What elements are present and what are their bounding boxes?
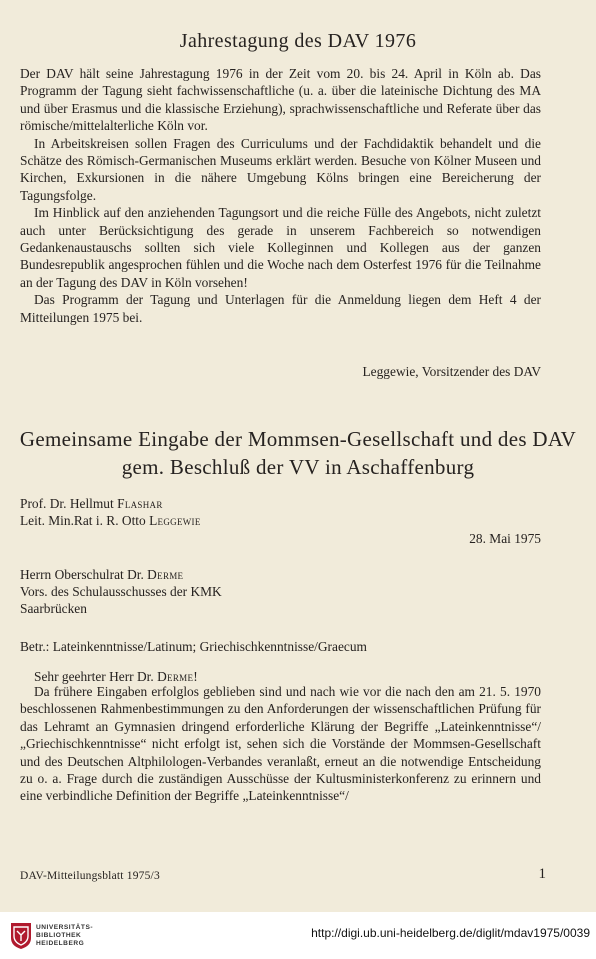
library-name xyxy=(36,924,93,948)
sender-title: Prof. Dr. Hellmut xyxy=(20,496,118,511)
library-name-line: UNIVERSITÄTS- xyxy=(36,924,94,931)
sender-line xyxy=(20,495,163,512)
paragraph: Der DAV hält seine Jahrestagung 1976 in der Zeit vom 20. bis 24. April in Köln ab. Das Programm der Tagung sieht fachwissenschaftliche (u. a. über die lateinische Dichtung des MA und über Erasmus und die klassische Erziehung), sprachwissenschaftliche und Referate über das römische/mittelalterliche Köln vor. xyxy=(20,66,541,134)
page-number: 1 xyxy=(538,866,546,882)
article-title-jahrestagung: Jahrestagung des DAV 1976 xyxy=(179,30,417,52)
paragraph: Das Programm der Tagung und Unterlagen für die Anmeldung liegen dem Heft 4 der Mitteilungen 1975 bei. xyxy=(20,292,541,325)
article-body-jahrestagung xyxy=(20,65,541,326)
article-body-eingabe xyxy=(20,683,541,805)
article-title-eingabe xyxy=(0,425,596,481)
sender-line xyxy=(20,512,201,529)
recipient-title: Herrn Oberschulrat Dr. xyxy=(20,567,148,582)
paragraph: Im Hinblick auf den anziehenden Tagungsort und die reiche Fülle des Angebots, nicht zuletzt auch unter Berücksichtigung des gerade in unserem Fachbereich so notwendigen Gedankenaustauschs sollten sich viele Kolleginnen und Kollegen aus der ganzen Bundesrepublik angesprochen fühlen und die Woche nach dem Osterfest 1976 für die Teilnahme an der Tagung des DAV in Köln vorsehen! xyxy=(20,205,541,290)
recipient-line xyxy=(20,566,183,583)
digitization-url[interactable]: http://digi.ub.uni-heidelberg.de/diglit/mdav1975/0039 xyxy=(311,926,590,940)
salutation-name: Derme xyxy=(157,669,194,684)
letter-date: 28. Mai 1975 xyxy=(469,531,541,546)
sender-title: Leit. Min.Rat i. R. Otto xyxy=(20,513,150,528)
recipient-line: Vors. des Schulausschusses der KMK xyxy=(20,584,222,599)
sender-name: Leggewie xyxy=(149,513,201,528)
salutation-text: Sehr geehrter Herr Dr. xyxy=(34,669,158,684)
subject-line: Betr.: Lateinkenntnisse/Latinum; Griechischkenntnisse/Graecum xyxy=(20,639,367,654)
recipient-name: Derme xyxy=(147,567,184,582)
library-name-line: BIBLIOTHEK xyxy=(36,932,82,939)
sender-name: Flashar xyxy=(117,496,163,511)
title-line: gem. Beschluß der VV in Aschaffenburg xyxy=(121,455,475,479)
paragraph: Da frühere Eingaben erfolglos geblieben sind und nach wie vor die nach den am 21. 5. 1970 beschlossenen Rahmenbestimmungen zu den Anforderungen der wissenschaftlichen Prüfung für das Lehramt an Gymnasien dringend erforderliche Klärung der Begriffe „Lateinkenntnisse“/„Griechischkenntnisse“ nicht erfolgt ist, sehen sich die Vorstände der Mommsen-Gesellschaft und des Deutschen Altphilologen-Verbandes veranlaßt, erneut an die notwendige Entscheidung zu o. a. Frage durch die zuständigen Ausschüsse der Kultusministerkonferenz zu erinnern und eine verbindliche Definition der Begriffe „Lateinkenntnisse“/ xyxy=(20,684,541,804)
university-seal-icon xyxy=(10,922,32,950)
recipient-line: Saarbrücken xyxy=(20,601,87,616)
salutation-punct: ! xyxy=(193,669,198,684)
journal-footer: DAV-Mitteilungsblatt 1975/3 xyxy=(20,870,160,882)
signature: Leggewie, Vorsitzender des DAV xyxy=(362,364,541,379)
library-name-line: HEIDELBERG xyxy=(36,940,85,947)
title-line: Gemeinsame Eingabe der Mommsen-Gesellschaft und des DAV xyxy=(19,427,577,451)
paragraph: In Arbeitskreisen sollen Fragen des Curriculums und der Fachdidaktik behandelt und die Schätze des Römisch-Germanischen Museums erklärt werden. Besuche von Kölner Museen und Kirchen, Exkursionen in die nähere Umgebung Kölns bringen eine Bereicherung der Tagungsfolge. xyxy=(20,135,541,203)
